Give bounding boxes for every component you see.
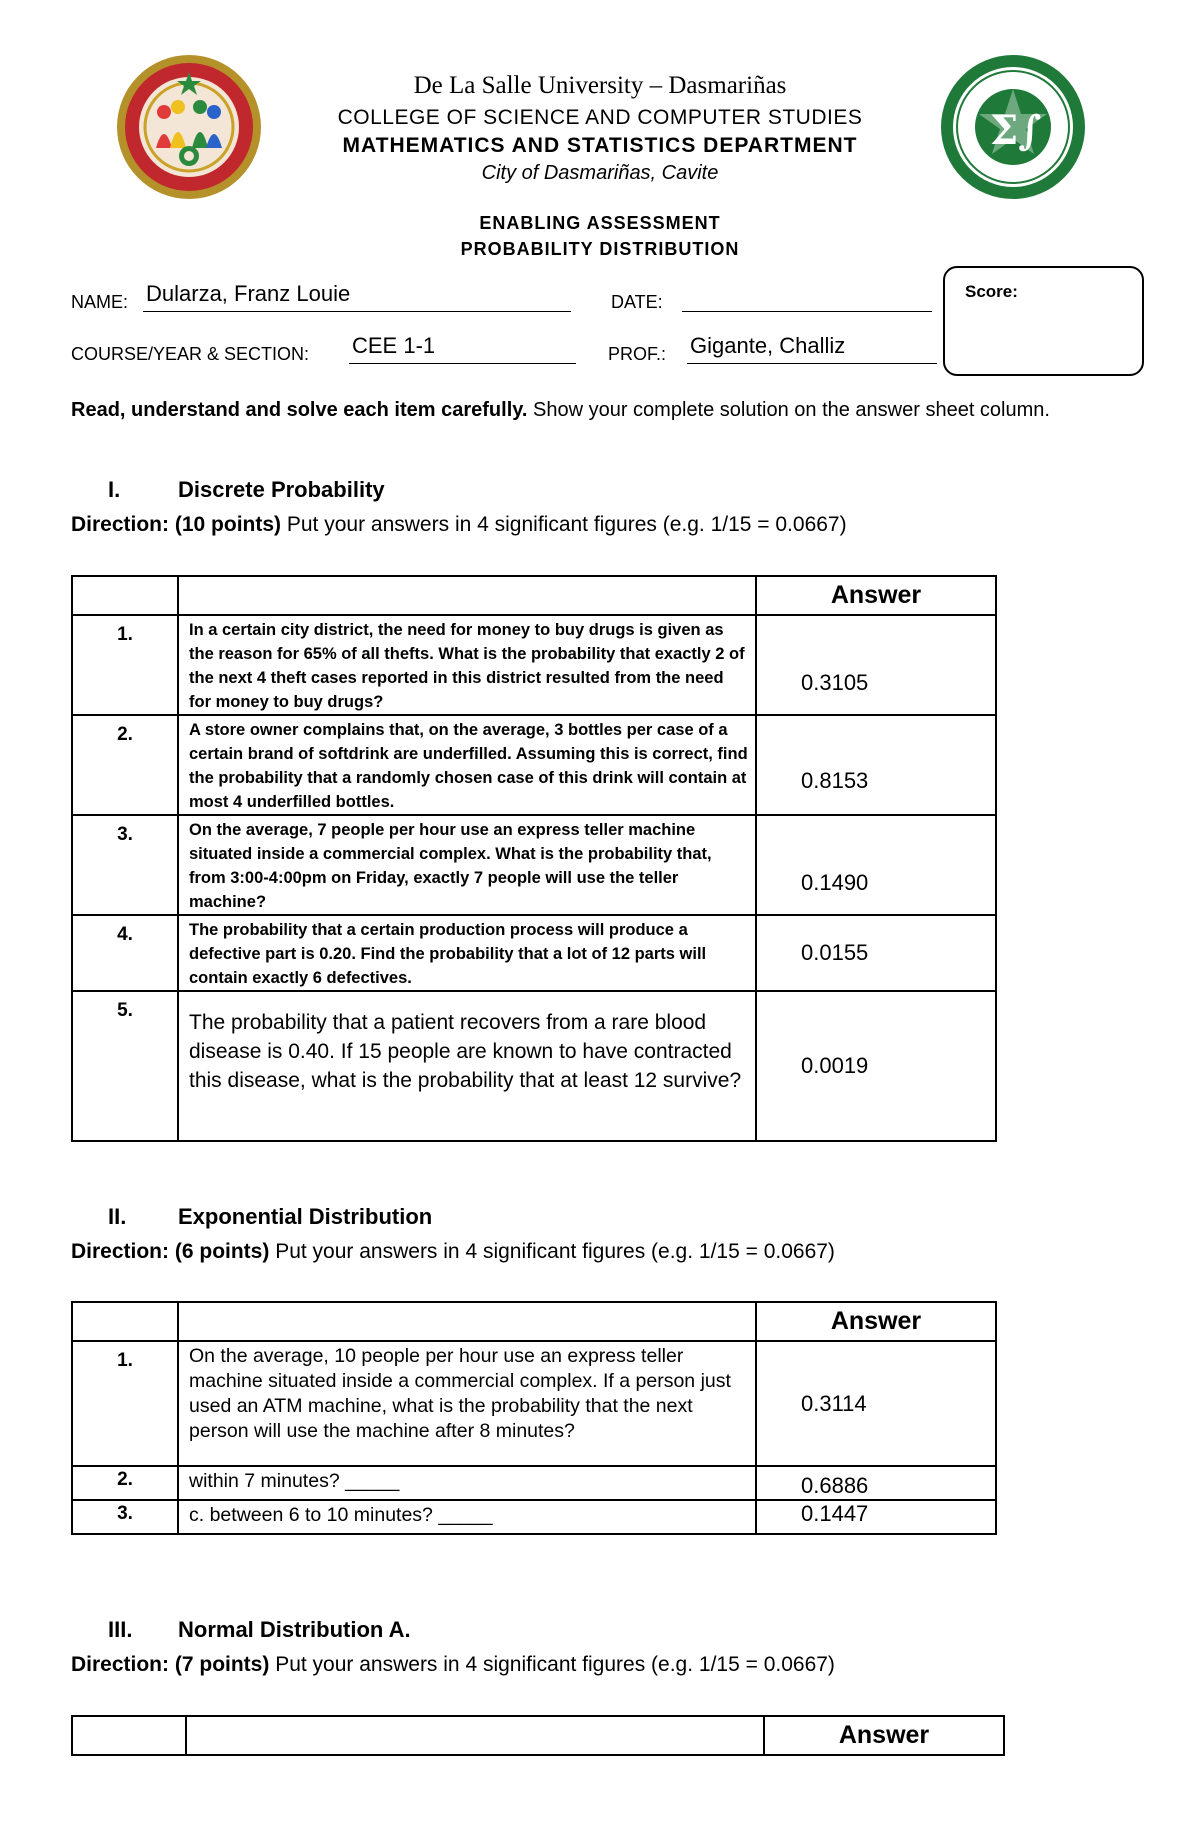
item-number: 5. (72, 991, 178, 1141)
header-cell-question (186, 1716, 764, 1755)
section-2-number: II. (108, 1204, 127, 1229)
answer-cell[interactable]: 0.1490 (756, 815, 996, 915)
math-department-seal-logo (938, 52, 1088, 202)
section-3-direction-text: Put your answers in 4 significant figures (e.g. 1/15 = 0.0667) (269, 1653, 835, 1676)
course-label: COURSE/YEAR & SECTION: (71, 344, 310, 364)
table-row (72, 1500, 996, 1534)
table-row (72, 715, 996, 815)
question-text: On the average, 7 people per hour use an express teller machine situated inside a commercial complex. What is the probability that, from 3:00-4:00pm on Friday, exactly 7 people will use the teller machine? (178, 815, 756, 915)
section-1-direction-label: Direction: (71, 513, 170, 536)
instructions (71, 399, 1050, 422)
department-name: MATHEMATICS AND STATISTICS DEPARTMENT (342, 134, 858, 157)
section-1-table (71, 575, 997, 1142)
answer-header: Answer (756, 576, 996, 615)
instructions-rest: Show your complete solution on the answer sheet column. (527, 399, 1050, 421)
section-2-direction-label: Direction: (71, 1240, 170, 1263)
answer-cell[interactable]: 0.1447 (756, 1500, 996, 1534)
header-cell-num (72, 576, 178, 615)
answer-cell[interactable]: 0.0019 (756, 991, 996, 1141)
answer-cell[interactable]: 0.0155 (756, 915, 996, 991)
section-3-table (71, 1715, 1005, 1756)
section-3-direction (71, 1653, 835, 1677)
answer-cell[interactable]: 0.6886 (756, 1466, 996, 1500)
table-row (72, 1466, 996, 1500)
section-2-title: Exponential Distribution (178, 1204, 433, 1229)
svg-text:Σ∫: Σ∫ (990, 107, 1042, 154)
table-header-row (72, 1716, 1004, 1755)
assessment-title: ENABLING ASSESSMENT (479, 213, 721, 233)
answer-header: Answer (756, 1302, 996, 1341)
question-text: within 7 minutes? _____ (178, 1466, 756, 1500)
table-header-row (72, 1302, 996, 1341)
section-3-number: III. (108, 1617, 133, 1642)
section-1-title: Discrete Probability (178, 477, 385, 502)
question-text: c. between 6 to 10 minutes? _____ (178, 1500, 756, 1534)
item-number: 3. (72, 815, 178, 915)
section-3-points: (7 points) (174, 1653, 270, 1676)
item-number: 1. (72, 615, 178, 715)
question-text: The probability that a certain production process will produce a defective part is 0.20. Find the probability that a lot of 12 parts will contain exactly 6 defectives. (178, 915, 756, 991)
instructions-bold: Read, understand and solve each item carefully. (71, 399, 528, 421)
question-text: The probability that a patient recovers from a rare blood disease is 0.40. If 15 people are known to have contracted this disease, what is the probability that at least 12 survive? (178, 991, 756, 1141)
section-2-direction (71, 1240, 835, 1264)
table-row (72, 991, 996, 1141)
university-name: De La Salle University – Dasmariñas (413, 72, 787, 99)
item-number: 1. (72, 1341, 178, 1466)
table-row (72, 915, 996, 991)
section-3-direction-label: Direction: (71, 1653, 170, 1676)
item-number: 4. (72, 915, 178, 991)
header-cell-question (178, 1302, 756, 1341)
college-seal-logo (114, 52, 264, 202)
answer-cell[interactable]: 0.3114 (756, 1341, 996, 1466)
assessment-subtitle: PROBABILITY DISTRIBUTION (460, 239, 740, 259)
answer-cell[interactable]: 0.8153 (756, 715, 996, 815)
item-number: 3. (72, 1500, 178, 1534)
answer-cell[interactable]: 0.3105 (756, 615, 996, 715)
section-2-points: (6 points) (174, 1240, 270, 1263)
college-name: COLLEGE OF SCIENCE AND COMPUTER STUDIES (337, 106, 863, 129)
answer-header: Answer (764, 1716, 1004, 1755)
header-cell-question (178, 576, 756, 615)
section-1-direction-text: Put your answers in 4 significant figures (e.g. 1/15 = 0.0667) (281, 513, 847, 536)
item-number: 2. (72, 1466, 178, 1500)
question-text: A store owner complains that, on the average, 3 bottles per case of a certain brand of softdrink are underfilled. Assuming this is correct, find the probability that a randomly chosen case of this drink will contain at most 4 underfilled bottles. (178, 715, 756, 815)
score-box[interactable] (943, 266, 1144, 376)
prof-value: Gigante, Challiz (690, 333, 846, 358)
name-value: Dularza, Franz Louie (146, 281, 351, 306)
prof-label: PROF.: (608, 344, 667, 364)
section-2-direction-text: Put your answers in 4 significant figures (e.g. 1/15 = 0.0667) (269, 1240, 835, 1263)
table-header-row (72, 576, 996, 615)
section-1-direction (71, 513, 847, 537)
section-2-table (71, 1301, 997, 1535)
question-text: On the average, 10 people per hour use an express teller machine situated inside a commercial complex. If a person just used an ATM machine, what is the probability that the next person will use the machine after 8 minutes? (178, 1341, 756, 1466)
course-value: CEE 1-1 (352, 333, 436, 358)
item-number: 2. (72, 715, 178, 815)
section-1-number: I. (108, 477, 121, 502)
date-field[interactable] (682, 285, 932, 312)
course-field[interactable] (349, 333, 576, 364)
section-1-points: (10 points) (174, 513, 282, 536)
city-name: City of Dasmariñas, Cavite (481, 162, 719, 184)
name-label: NAME: (71, 292, 129, 312)
header-cell-num (72, 1716, 186, 1755)
question-text: In a certain city district, the need for money to buy drugs is given as the reason for 65% of all thefts. What is the probability that exactly 2 of the next 4 theft cases reported in this district resulted from the need for money to buy drugs? (178, 615, 756, 715)
date-label: DATE: (611, 292, 663, 312)
section-3-title: Normal Distribution A. (178, 1617, 411, 1642)
table-row (72, 1341, 996, 1466)
header-cell-num (72, 1302, 178, 1341)
prof-field[interactable] (687, 333, 937, 364)
score-label: Score: (965, 282, 1018, 301)
table-row (72, 615, 996, 715)
name-field[interactable] (143, 281, 571, 312)
table-row (72, 815, 996, 915)
